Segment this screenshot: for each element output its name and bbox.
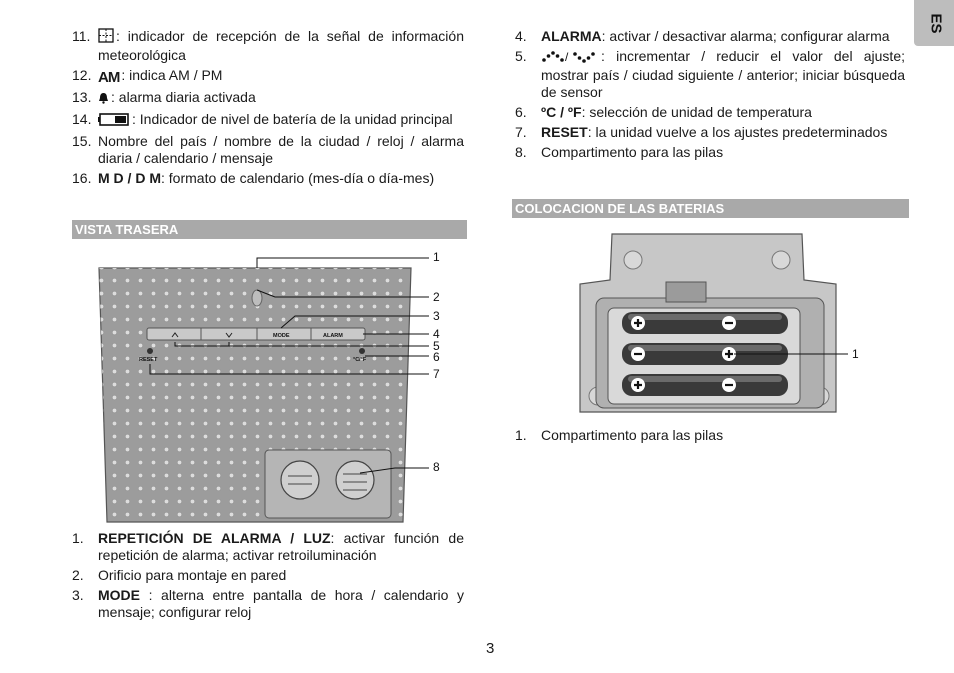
temp-unit-label: °C/°F: [353, 357, 367, 363]
reset-hole: [147, 348, 153, 354]
item-number: 16.: [72, 170, 92, 186]
item-number: 5.: [515, 48, 527, 64]
left-column: [72, 28, 464, 190]
page-number: 3: [486, 640, 495, 657]
list-item: [72, 89, 464, 108]
callout-2: 2: [433, 290, 440, 304]
bell-icon: [98, 91, 109, 108]
item-text: : la unidad vuelve a los ajustes predeterminados: [587, 124, 888, 140]
temp-unit-hole: [359, 348, 365, 354]
list-item: [72, 567, 464, 584]
list-item: [515, 427, 905, 444]
item-text: : indica AM / PM: [121, 67, 223, 83]
right-column: [515, 28, 905, 164]
coin-battery: [336, 461, 374, 499]
callout-7: 7: [433, 367, 440, 381]
item-bold: ALARMA: [541, 28, 602, 44]
item-number: 1.: [515, 427, 527, 443]
item-number: 15.: [72, 133, 92, 149]
reset-label: RESET: [139, 357, 158, 363]
item-number: 6.: [515, 104, 527, 120]
item-text: Nombre del país / nombre de la ciudad / reloj / alarma diaria / calendario / mensaje: [98, 133, 464, 166]
list-item: [72, 170, 464, 187]
section-header-back-view: VISTA TRASERA: [72, 220, 467, 239]
battery-diagram: [578, 232, 868, 424]
svg-text:/: /: [565, 51, 569, 63]
item-bold: REPETICIÓN DE ALARMA / LUZ: [98, 530, 331, 546]
wall-mount-hole: [252, 290, 262, 306]
list-item: [515, 104, 905, 121]
list-item: [72, 67, 464, 86]
section-header-batteries: COLOCACION DE LAS BATERIAS: [512, 199, 909, 218]
list-item: [72, 133, 464, 167]
item-text: : activar función de repetición de alarma; activar retroiluminación: [98, 530, 464, 563]
list-item: [72, 111, 464, 130]
item-number: 2.: [72, 567, 84, 583]
callout-3: 3: [433, 309, 440, 323]
item-number: 3.: [72, 587, 84, 603]
mode-button-label: MODE: [273, 333, 290, 339]
item-number: 12.: [72, 67, 92, 83]
callout-4: 4: [433, 327, 440, 341]
list-item: [515, 48, 905, 101]
item-text: : activar / desactivar alarma; configurar alarma: [601, 28, 890, 44]
item-text: : indicador de recepción de la señal de información meteorológica: [98, 28, 464, 63]
callout-5: 5: [433, 339, 440, 353]
list-item: [72, 28, 464, 64]
item-bold: ºC / ºF: [541, 104, 582, 120]
item-text: Compartimento para las pilas: [541, 427, 724, 443]
back-view-legend: [72, 530, 464, 624]
item-text: : alterna entre pantalla de hora / calendario y mensaje; configurar reloj: [98, 587, 464, 620]
item-number: 14.: [72, 111, 92, 127]
item-text: : formato de calendario (mes-día o día-mes): [161, 170, 435, 186]
list-item: [72, 587, 464, 621]
language-tab: [914, 0, 954, 46]
language-label: ES: [927, 13, 945, 34]
back-view-diagram: [95, 248, 445, 528]
item-text: : selección de unidad de temperatura: [581, 104, 812, 120]
battery-legend: [515, 427, 905, 447]
list-item: [72, 530, 464, 564]
callout-6: 6: [433, 350, 440, 364]
up-down-arrows-icon: [541, 50, 599, 67]
item-number: 1.: [72, 530, 84, 546]
item-number: 7.: [515, 124, 527, 140]
callout-8: 8: [433, 460, 440, 474]
list-item: [515, 144, 905, 161]
item-bold: RESET: [541, 124, 588, 140]
item-text: Orificio para montaje en pared: [98, 567, 287, 583]
item-number: 4.: [515, 28, 527, 44]
item-text: : Indicador de nivel de batería de la unidad principal: [132, 111, 453, 127]
item-number: 13.: [72, 89, 92, 105]
coin-battery: [281, 461, 319, 499]
list-item: [515, 28, 905, 45]
item-text: Compartimento para las pilas: [541, 144, 724, 160]
am-indicator-icon: AM: [98, 69, 120, 86]
battery-icon: [98, 113, 130, 130]
callout-1: 1: [433, 250, 440, 264]
item-text: : incrementar / reducir el valor del ajuste; mostrar país / ciudad siguiente / anterior; iniciar búsqueda de sensor: [541, 48, 905, 100]
item-number: 11.: [72, 28, 91, 44]
date-format-icon: M D / D M: [98, 170, 161, 186]
callout-1: 1: [852, 347, 859, 361]
list-item: [515, 124, 905, 141]
alarm-button-label: ALARM: [323, 333, 343, 339]
item-number: 8.: [515, 144, 527, 160]
item-bold: MODE: [98, 587, 140, 603]
item-text: : alarma diaria activada: [111, 89, 256, 105]
signal-reception-icon: [98, 28, 114, 47]
